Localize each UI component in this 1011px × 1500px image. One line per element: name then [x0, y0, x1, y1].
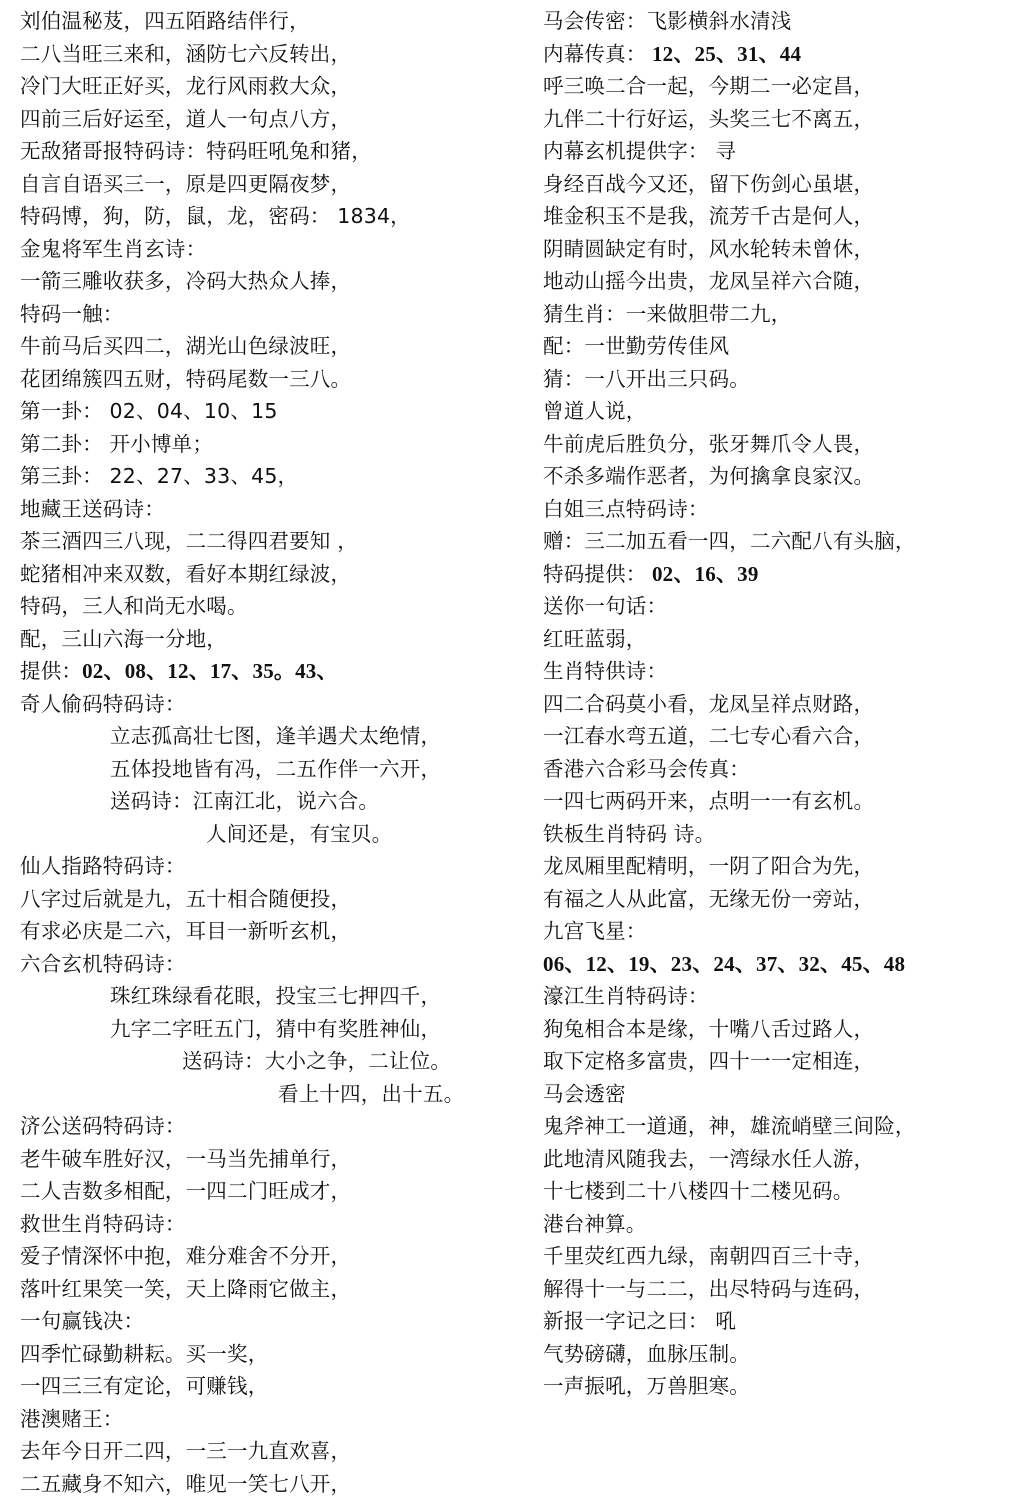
right-text-line: 猜：一八开出三只码。 [543, 366, 750, 391]
left-text-line: 第一卦： 02、04、10、15 [20, 399, 278, 423]
right-text-line: 龙凤厢里配精明，一阴了阳合为先， [543, 854, 875, 878]
left-text-line: 一箭三雕收获多，冷码大热众人捧， [20, 269, 352, 293]
right-text-line: 十七楼到二十八楼四十二楼见码。 [543, 1179, 854, 1203]
right-text-line: 不杀多端作恶者，为何擒拿良家汉。 [543, 464, 875, 488]
left-text-line: 港澳赌王： [20, 1406, 124, 1431]
left-text-line: 第二卦： 开小博单； [20, 431, 214, 456]
left-text-line: 无敌猪哥报特码诗：特码旺吼兔和猪， [20, 139, 372, 163]
right-text-line: 马会传密：飞影横斜水清浅 [543, 9, 792, 33]
right-text-line: 身经百战今又还，留下伤剑心虽堪， [543, 171, 875, 196]
left-text-line: 九字二字旺五门，猜中有奖胜神仙， [110, 1016, 442, 1041]
left-text-line: 人间还是，有宝贝。 [206, 821, 393, 846]
left-text-line: 珠红珠绿看花眼，投宝三七押四千， [110, 984, 442, 1008]
left-text-line: 二八当旺三来和，涵防七六反转出， [20, 41, 352, 66]
right-text-line: 解得十一与二二，出尽特码与连码， [543, 1276, 875, 1301]
right-text-line: 呼三唤二合一起，今期二一必定昌， [543, 74, 875, 98]
right-text-line: 红旺蓝弱， [543, 626, 647, 651]
left-text-line [20, 655, 520, 688]
left-text-line: 四季忙碌勤耕耘。买一奖， [20, 1341, 269, 1366]
right-text-line: 取下定格多富贵，四十一一定相连， [543, 1049, 875, 1073]
right-text-line: 阴睛圆缺定有时，风水轮转未曾休， [543, 236, 875, 261]
right-text-line: 地动山摇今出贵，龙凤呈祥六合随， [543, 269, 875, 293]
right-text-line: 一四七两码开来，点明一一有玄机。 [543, 789, 875, 813]
right-text-line: 有福之人从此富，无缘无份一旁站， [543, 886, 875, 911]
right-text-line: 堆金积玉不是我，流芳千古是何人， [543, 204, 875, 228]
left-text-line: 老牛破车胜好汉，一马当先捕单行， [20, 1146, 352, 1171]
left-text-line: 看上十四，出十五。 [278, 1081, 465, 1106]
right-text-line: 内幕玄机提供字： 寻 [543, 139, 737, 163]
left-text-line: 八字过后就是九，五十相合随便投， [20, 886, 352, 911]
right-text-line: 猜生肖：一来做胆带二九， [543, 301, 792, 326]
bold-numbers: 02、08、12、17、35。43、 [82, 659, 338, 683]
bold-numbers: 06、12、19、23、24、37、32、45、48 [543, 951, 906, 976]
left-text-line: 第三卦： 22、27、33、45， [20, 464, 299, 488]
left-text-line: 自言自语买三一，原是四更隔夜梦， [20, 171, 352, 196]
line-label: 提供： [20, 659, 83, 683]
left-text-line: 落叶红果笑一笑，天上降雨它做主， [20, 1276, 352, 1301]
right-text-line: 九宫飞星： [543, 919, 647, 943]
right-text-line: 新报一字记之曰： 吼 [543, 1309, 737, 1333]
left-text-line: 四前三后好运至，道人一句点八方， [20, 106, 352, 131]
line-label: 内幕传真： [543, 41, 647, 66]
left-text-line: 奇人偷码特码诗： [20, 691, 186, 716]
left-text-line: 配，三山六海一分地， [20, 626, 227, 651]
right-text-line: 铁板生肖特码 诗。 [543, 821, 716, 846]
right-column [543, 5, 1003, 1403]
left-text-line: 牛前马后买四二，湖光山色绿波旺， [20, 334, 352, 358]
right-text-line: 港台神算。 [543, 1211, 647, 1236]
left-text-line: 一句赢钱决： [20, 1309, 145, 1333]
left-text-line: 五体投地皆有冯，二五作伴一六开， [110, 756, 442, 781]
right-text-line: 九伴二十行好运，头奖三七不离五， [543, 106, 875, 131]
right-text-line: 送你一句话： [543, 594, 668, 618]
right-text-line: 马会透密 [543, 1081, 626, 1106]
left-text-line: 立志孤高壮七图，逢羊遇犬太绝情， [110, 724, 442, 748]
left-text-line: 金鬼将军生肖玄诗： [20, 236, 207, 261]
right-text-line: 千里荧红西九绿，南朝四百三十寺， [543, 1244, 875, 1268]
left-text-line: 救世生肖特码诗： [20, 1211, 186, 1236]
left-text-line: 冷门大旺正好买，龙行风雨救大众， [20, 74, 352, 98]
right-text-line: 一声振吼，万兽胆寒。 [543, 1374, 750, 1398]
left-text-line: 去年今日开二四，一三一九直欢喜， [20, 1439, 352, 1463]
right-text-line: 曾道人说， [543, 399, 647, 423]
right-text-line: 牛前虎后胜负分，张牙舞爪令人畏， [543, 431, 875, 456]
left-text-line: 花团绵簇四五财，特码尾数一三八。 [20, 366, 352, 391]
right-text-line: 赠：三二加五看一四，二六配八有头脑， [543, 529, 916, 553]
right-text-line: 白姐三点特码诗： [543, 496, 709, 521]
left-text-line: 地藏王送码诗： [20, 496, 165, 521]
right-text-line: 生肖特供诗： [543, 659, 668, 683]
right-text-line: 一江春水弯五道，二七专心看六合， [543, 724, 875, 748]
left-text-line: 二五藏身不知六，唯见一笑七八开， [20, 1471, 352, 1496]
right-text-line: 香港六合彩马会传真： [543, 756, 750, 781]
left-text-line: 刘伯温秘芨，四五陌路结伴行， [20, 9, 310, 33]
left-text-line: 一四三三有定论，可赚钱， [20, 1374, 269, 1398]
left-text-line: 济公送码特码诗： [20, 1114, 186, 1138]
right-text-line [543, 948, 1003, 981]
left-text-line: 有求必庆是二六，耳目一新听玄机， [20, 919, 352, 943]
left-text-line: 爱子情深怀中抱，难分难舍不分开， [20, 1244, 352, 1268]
right-text-line: 鬼斧神工一道通，神，雄流峭壁三间险， [543, 1114, 916, 1138]
left-text-line: 六合玄机特码诗： [20, 951, 186, 976]
right-text-line: 配：一世勤劳传佳风 [543, 334, 730, 358]
right-text-line [543, 558, 1003, 591]
line-label: 特码提供： [543, 561, 647, 586]
bold-numbers: 02、16、39 [646, 561, 759, 586]
right-text-line: 狗兔相合本是缘，十嘴八舌过路人， [543, 1016, 875, 1041]
left-text-line: 仙人指路特码诗： [20, 854, 186, 878]
left-text-line: 送码诗：江南江北，说六合。 [110, 789, 380, 813]
right-text-line: 气势磅礴，血脉压制。 [543, 1341, 750, 1366]
right-text-line: 四二合码莫小看，龙凤呈祥点财路， [543, 691, 875, 716]
left-text-line: 特码博，狗，防，鼠，龙，密码： 1834， [20, 204, 411, 228]
bold-numbers: 12、25、31、44 [646, 41, 802, 66]
left-text-line: 特码，三人和尚无水喝。 [20, 594, 248, 618]
left-text-line: 茶三酒四三八现，二二得四君要知 ， [20, 529, 358, 553]
right-text-line [543, 38, 1003, 71]
right-text-line: 濠江生肖特码诗： [543, 984, 709, 1008]
right-text-line: 此地清风随我去，一湾绿水任人游， [543, 1146, 875, 1171]
left-text-line: 蛇猪相冲来双数，看好本期红绿波， [20, 561, 352, 586]
left-column [20, 5, 520, 1500]
left-text-line: 特码一触： [20, 301, 124, 326]
left-text-line: 二人吉数多相配，一四二门旺成才， [20, 1179, 352, 1203]
left-text-line: 送码诗：大小之争，二让位。 [182, 1049, 452, 1073]
